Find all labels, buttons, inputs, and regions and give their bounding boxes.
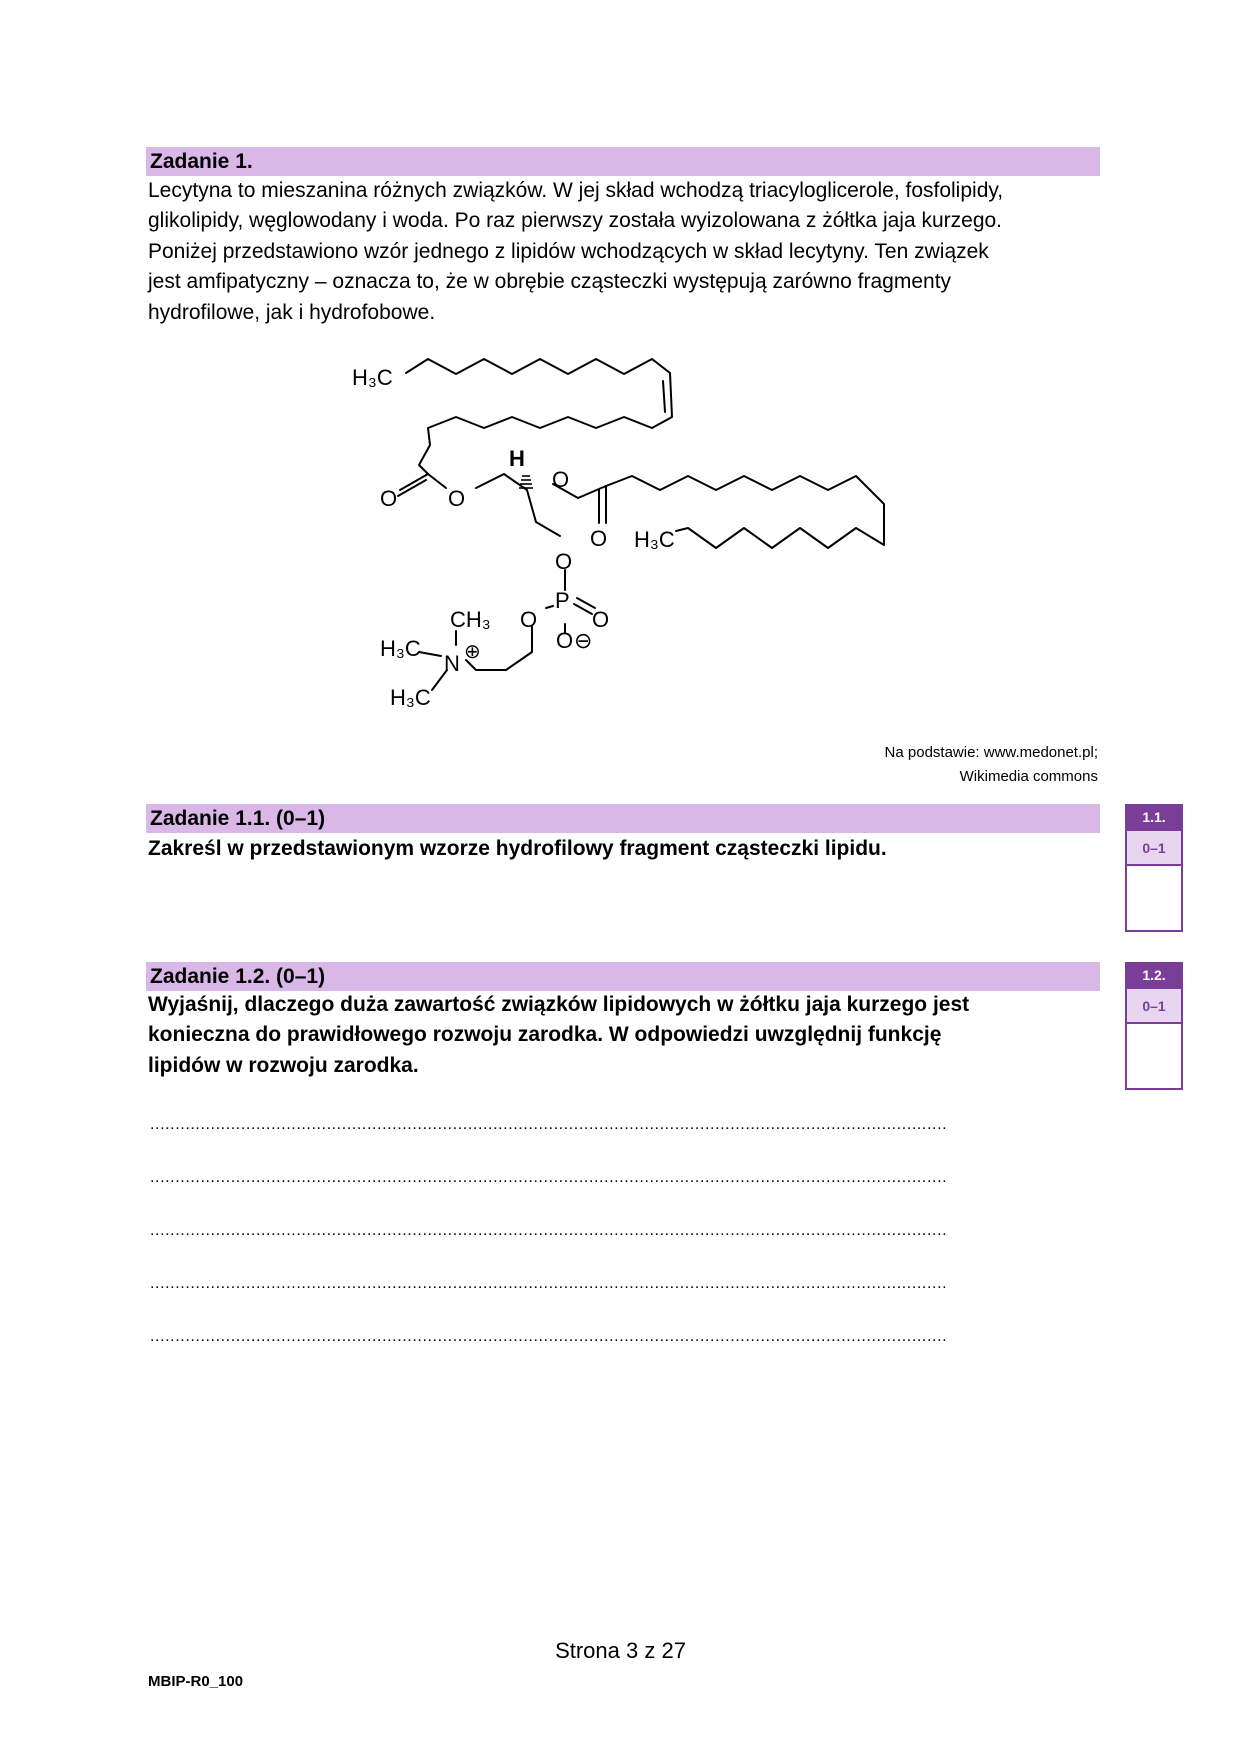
task-1-2-header bbox=[146, 962, 1100, 991]
task-1-1-title: Zadanie 1.1. (0–1) bbox=[150, 807, 326, 830]
phosphorus-label: P bbox=[555, 588, 570, 613]
exam-code: MBIP-R0_100 bbox=[148, 1673, 244, 1690]
phosphate-o-top: O bbox=[555, 549, 573, 574]
answer-line[interactable]: .............................................................................................................................................................. bbox=[150, 1275, 948, 1292]
question-line: konieczna do prawidłowego rozwoju zarodka. W odpowiedzi uwzględnij funkcję bbox=[148, 1023, 942, 1047]
minus-charge-icon: ⊖ bbox=[574, 628, 593, 653]
h3c-top-label: H₃C bbox=[352, 365, 393, 390]
score-box-1-2 bbox=[1125, 962, 1183, 1090]
answer-line[interactable]: .............................................................................................................................................................. bbox=[150, 1222, 948, 1239]
task-1-1-header bbox=[146, 804, 1100, 833]
intro-line: hydrofilowe, jak i hydrofobowe. bbox=[148, 300, 436, 324]
score-number: 1.2. bbox=[1125, 962, 1183, 989]
ester-o-right: O bbox=[552, 467, 570, 492]
intro-line: glikolipidy, węglowodany i woda. Po raz pierwszy została wyizolowana z żółtka jaja kurzego. bbox=[148, 209, 1003, 233]
score-entry-field[interactable] bbox=[1125, 1024, 1183, 1090]
carbonyl-o-left: O bbox=[380, 486, 398, 511]
nitrogen-label: N bbox=[444, 651, 460, 676]
answer-line[interactable]: .............................................................................................................................................................. bbox=[150, 1169, 948, 1186]
task-1-2-question bbox=[148, 990, 1098, 1081]
source-note bbox=[885, 741, 1098, 789]
page-number: Strona 3 z 27 bbox=[555, 1638, 686, 1663]
question-line: Zakreśl w przedstawionym wzorze hydrofilowy fragment cząsteczki lipidu. bbox=[148, 837, 887, 860]
h3c-choline-label: H₃C bbox=[380, 636, 421, 661]
phosphate-o-left: O bbox=[520, 607, 538, 632]
score-number: 1.1. bbox=[1125, 804, 1183, 831]
question-line: lipidów w rozwoju zarodka. bbox=[148, 1053, 419, 1077]
task-title: Zadanie 1. bbox=[150, 150, 253, 173]
stereo-h-label: H bbox=[509, 446, 525, 471]
score-box-1-1 bbox=[1125, 804, 1183, 932]
phosphate-o-minus: O bbox=[556, 628, 574, 653]
plus-charge-icon: ⊕ bbox=[464, 641, 481, 663]
score-points: 0–1 bbox=[1125, 989, 1183, 1024]
intro-line: Poniżej przedstawiono wzór jednego z lipidów wchodzących w skład lecytyny. Ten związek bbox=[148, 239, 989, 263]
h3c-bottom-label: H₃C bbox=[390, 685, 431, 710]
answer-line[interactable]: .............................................................................................................................................................. bbox=[150, 1328, 948, 1345]
lecithin-structure-diagram bbox=[0, 0, 1241, 740]
ch3-label: CH₃ bbox=[450, 607, 491, 632]
task-1-2-title: Zadanie 1.2. (0–1) bbox=[150, 965, 326, 988]
intro-line: Lecytyna to mieszanina różnych związków. W jej skład wchodzą triacyloglicerole, fosfolipidy, bbox=[148, 179, 1004, 202]
score-entry-field[interactable] bbox=[1125, 866, 1183, 932]
source-line: Wikimedia commons bbox=[959, 768, 1098, 785]
phosphate-o-double: O bbox=[592, 607, 610, 632]
ester-o-left: O bbox=[448, 486, 466, 511]
task-1-1-question bbox=[148, 834, 1098, 864]
intro-line: jest amfipatyczny – oznacza to, że w obrębie cząsteczki występują zarówno fragmenty bbox=[148, 270, 952, 294]
question-line: Wyjaśnij, dlaczego duża zawartość związków lipidowych w żółtku jaja kurzego jest bbox=[148, 993, 970, 1016]
h3c-right-label: H₃C bbox=[634, 527, 675, 552]
score-points: 0–1 bbox=[1125, 831, 1183, 866]
answer-line[interactable]: .............................................................................................................................................................. bbox=[150, 1116, 948, 1133]
source-line: Na podstawie: www.medonet.pl; bbox=[884, 744, 1098, 761]
carbonyl-o-right: O bbox=[590, 526, 608, 551]
